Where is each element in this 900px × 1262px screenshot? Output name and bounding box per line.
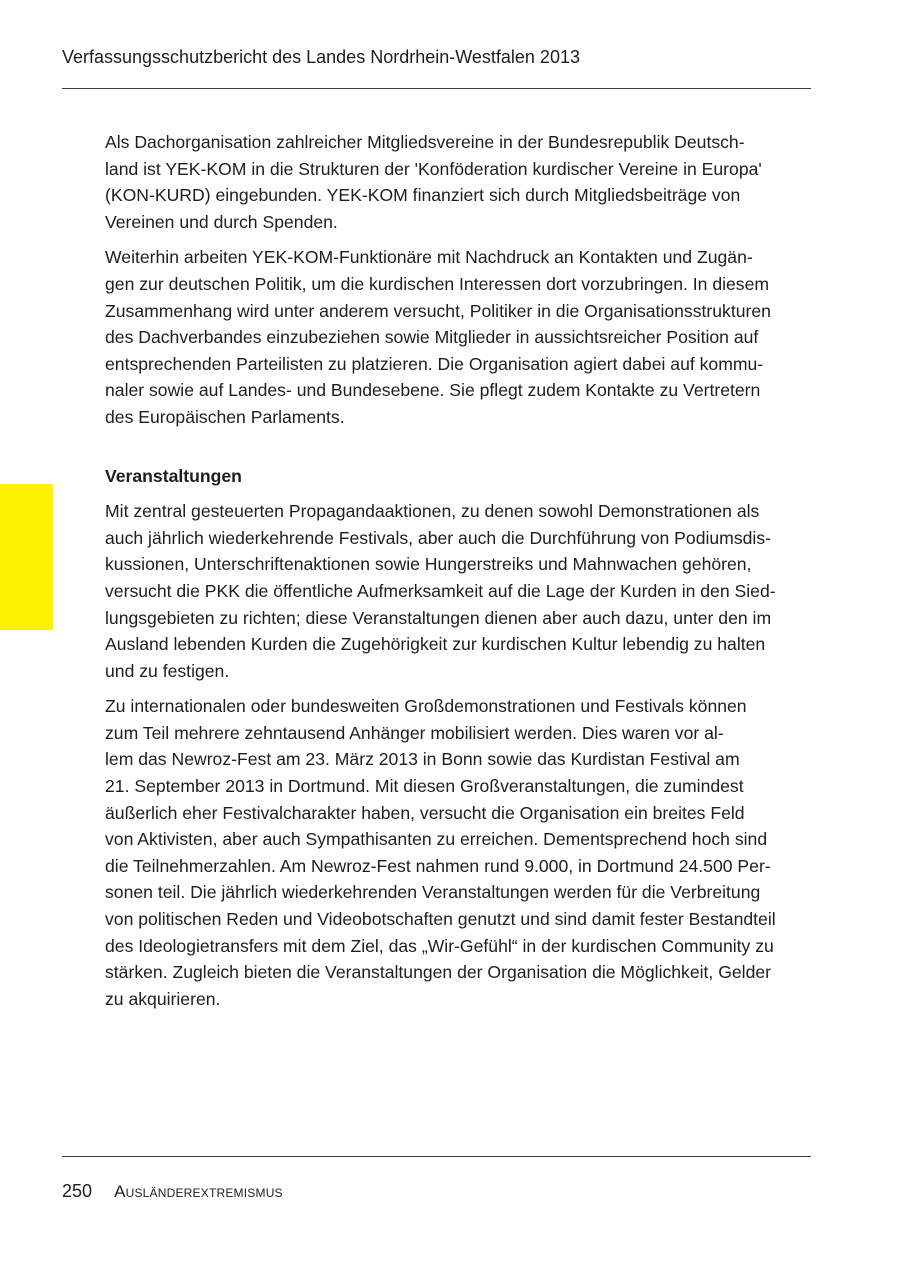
text-line: Mit zentral gesteuerten Propagandaaktionen, zu denen sowohl Demonstrationen als xyxy=(105,501,760,522)
text-line: zum Teil mehrere zehntausend Anhänger mobilisiert werden. Dies waren vor al- xyxy=(105,722,724,743)
text-line: Ausland lebenden Kurden die Zugehörigkeit zur kurdischen Kultur lebendig zu halten xyxy=(105,634,766,655)
footer-rule xyxy=(62,1156,811,1157)
paragraph-propaganda-actions xyxy=(105,498,811,684)
text-line: Vereinen und durch Spenden. xyxy=(105,211,338,232)
text-line: des Dachverbandes einzubeziehen sowie Mitglieder in aussichtsreicher Position auf xyxy=(105,327,759,348)
text-line: lungsgebieten zu richten; diese Veranstaltungen dienen aber auch dazu, unter den im xyxy=(105,607,772,628)
text-line: des Europäischen Parlaments. xyxy=(105,406,345,427)
page-footer xyxy=(62,1180,283,1203)
text-line: Zu internationalen oder bundesweiten Großdemonstrationen und Festivals können xyxy=(105,696,747,717)
text-line: gen zur deutschen Politik, um die kurdischen Interessen dort vorzubringen. In diesem xyxy=(105,273,770,294)
text-line: auch jährlich wiederkehrende Festivals, aber auch die Durchführung von Podiumsdis- xyxy=(105,527,771,548)
page-number: 250 xyxy=(62,1181,93,1201)
text-line: 21. September 2013 in Dortmund. Mit diesen Großveranstaltungen, die zumindest xyxy=(105,776,744,797)
text-line: äußerlich eher Festivalcharakter haben, versucht die Organisation ein breites Feld xyxy=(105,802,745,823)
text-line: entsprechenden Parteilisten zu platzieren. Die Organisation agiert dabei auf kommu- xyxy=(105,353,764,374)
chapter-tab-marker xyxy=(0,484,53,630)
text-line: lem das Newroz-Fest am 23. März 2013 in Bonn sowie das Kurdistan Festival am xyxy=(105,749,740,770)
text-line: von Aktivisten, aber auch Sympathisanten zu erreichen. Dementsprechend hoch sind xyxy=(105,829,768,850)
text-line: zu akquirieren. xyxy=(105,988,221,1009)
text-line: (KON-KURD) eingebunden. YEK-KOM finanziert sich durch Mitgliedsbeiträge von xyxy=(105,185,741,206)
text-line: Als Dachorganisation zahlreicher Mitgliedsvereine in der Bundesrepublik Deutsch- xyxy=(105,132,745,152)
header-rule xyxy=(62,88,811,89)
paragraph-political-contacts xyxy=(105,244,811,430)
text-line: land ist YEK-KOM in die Strukturen der 'Konföderation kurdischer Vereine in Europa' xyxy=(105,158,762,179)
text-line: naler sowie auf Landes- und Bundesebene. Sie pflegt zudem Kontakte zu Vertretern xyxy=(105,380,761,401)
paragraph-large-events xyxy=(105,693,811,1012)
text-line: versucht die PKK die öffentliche Aufmerksamkeit auf die Lage der Kurden in den Sied- xyxy=(105,580,776,601)
text-line: stärken. Zugleich bieten die Veranstaltungen der Organisation die Möglichkeit, Gelder xyxy=(105,962,772,983)
text-line: des Ideologietransfers mit dem Ziel, das „Wir-Gefühl“ in der kurdischen Community zu xyxy=(105,935,774,956)
text-line: von politischen Reden und Videobotschaften genutzt und sind damit fester Bestandteil xyxy=(105,909,776,930)
section-heading-veranstaltungen: Veranstaltungen xyxy=(105,465,242,486)
footer-section-title: Ausländerextremismus xyxy=(114,1182,283,1201)
text-line: kussionen, Unterschriftenaktionen sowie Hungerstreiks und Mahnwachen gehören, xyxy=(105,554,752,575)
text-line: und zu festigen. xyxy=(105,660,230,681)
text-line: Weiterhin arbeiten YEK-KOM-Funktionäre mit Nachdruck an Kontakten und Zugän- xyxy=(105,247,753,268)
text-line: sonen teil. Die jährlich wiederkehrenden Veranstaltungen werden für die Verbreitung xyxy=(105,882,761,903)
page-header-title: Verfassungsschutzbericht des Landes Nordrhein-Westfalen 2013 xyxy=(62,47,580,67)
text-line: Zusammenhang wird unter anderem versucht, Politiker in die Organisationsstrukturen xyxy=(105,300,771,321)
paragraph-yek-kom-structure xyxy=(105,129,811,235)
body-content xyxy=(105,129,811,1021)
text-line: die Teilnehmerzahlen. Am Newroz-Fest nahmen rund 9.000, in Dortmund 24.500 Per- xyxy=(105,855,771,876)
